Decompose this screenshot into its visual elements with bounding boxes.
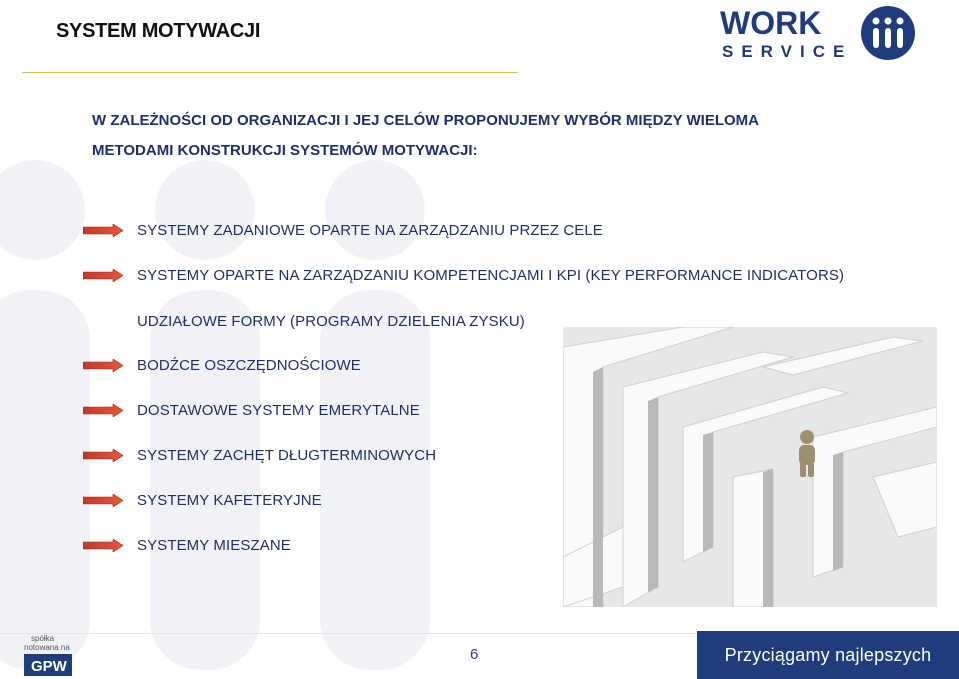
slogan-banner: Przyciągamy najlepszych [697,631,959,679]
red-arrow-icon [83,404,123,417]
list-item [83,309,525,333]
list-item-label: DOSTAWOWE SYSTEMY EMERYTALNE [137,401,420,419]
list-item-label: SYSTEMY ZADANIOWE OPARTE NA ZARZĄDZANIU PRZEZ CELE [137,221,603,239]
red-arrow-icon [83,449,123,462]
gpw-line-3: GPW [31,658,67,675]
gpw-line-2: notowana na [24,643,70,652]
red-arrow-icon [83,359,123,372]
list-item-label: UDZIAŁOWE FORMY (PROGRAMY DZIELENIA ZYSKU) [137,312,525,330]
list-item-label: SYSTEMY MIESZANE [137,536,291,554]
list-item [83,443,436,467]
red-arrow-icon [83,269,123,282]
list-item [83,218,603,242]
red-arrow-icon [83,539,123,552]
intro-text [92,106,812,166]
red-arrow-icon [83,224,123,237]
gpw-badge [22,632,77,678]
list-item [83,488,322,512]
page-number: 6 [470,646,479,663]
list-item [83,533,291,557]
list-item [83,353,361,377]
list-item [83,263,844,287]
list-item-label: BODŹCE OSZCZĘDNOŚCIOWE [137,356,361,374]
list-item-label: SYSTEMY KAFETERYJNE [137,491,322,509]
work-service-logo [718,4,918,62]
list-item-label: SYSTEMY ZACHĘT DŁUGTERMINOWYCH [137,446,437,464]
gpw-line-1: spółka [31,634,55,643]
list-item [83,398,420,422]
page-title: SYSTEM MOTYWACJI [56,20,261,42]
logo-service-text: SERVICE [722,42,853,61]
logo-work-text: WORK [720,5,822,41]
maze-image [563,327,937,607]
list-item-label: SYSTEMY OPARTE NA ZARZĄDZANIU KOMPETENCJAMI I KPI (KEY PERFORMANCE INDICATORS) [137,266,845,284]
title-divider [22,72,518,73]
red-arrow-icon [83,494,123,507]
intro-line-2: METODAMI KONSTRUKCJI SYSTEMÓW MOTYWACJI: [92,142,478,159]
intro-line-1: W ZALEŻNOŚCI OD ORGANIZACJI I JEJ CELÓW PROPONUJEMY WYBÓR MIĘDZY WIELOMA [92,112,759,129]
